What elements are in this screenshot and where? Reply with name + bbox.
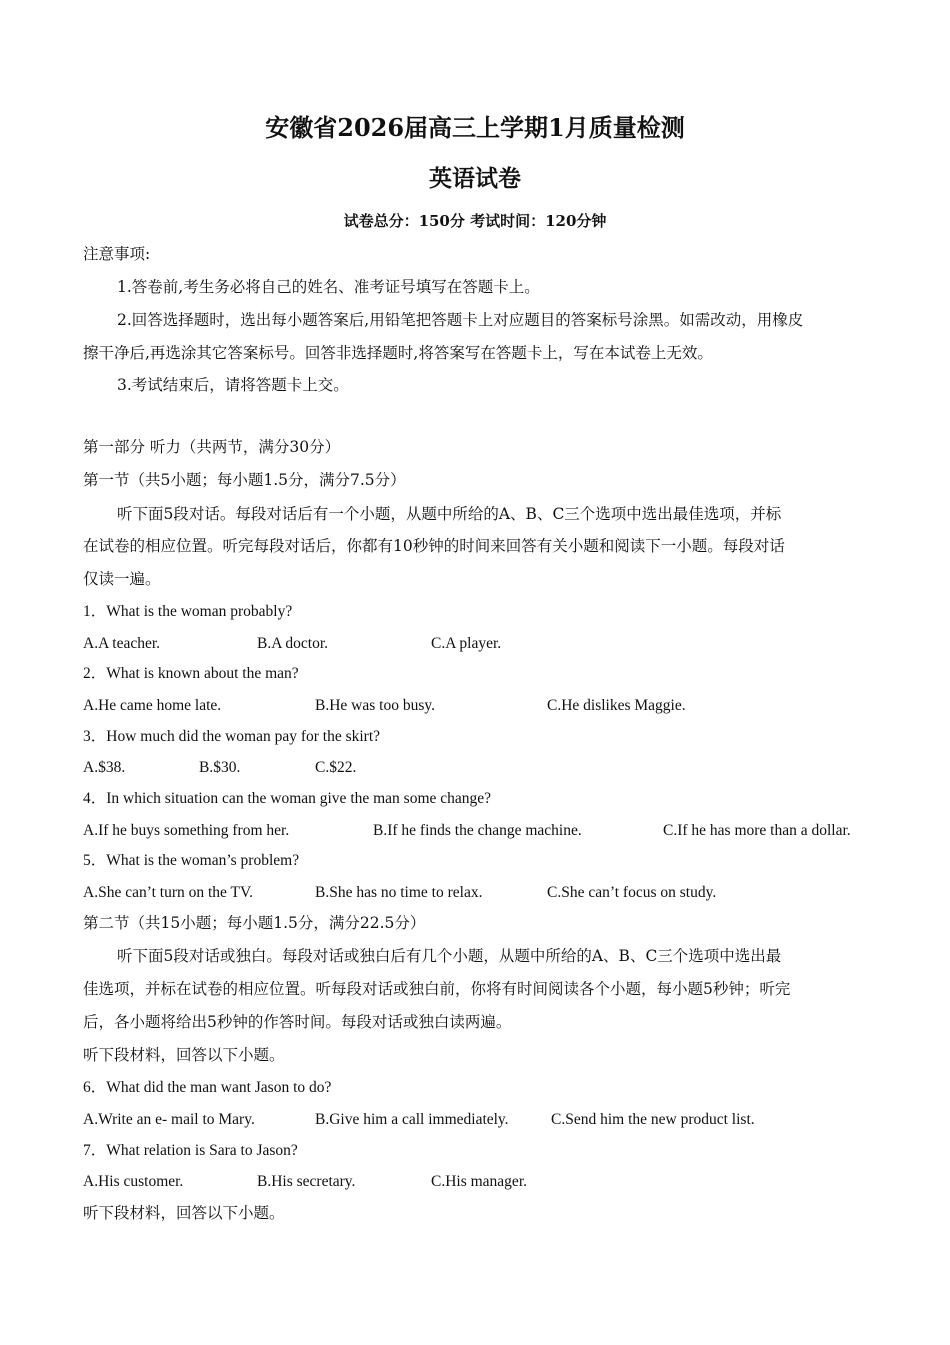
question-3-stem: 3．How much did the woman pay for the skirt? — [83, 728, 381, 745]
note-1: 1.答卷前,考生务必将自己的姓名、准考证号填写在答题卡上。 — [117, 278, 540, 296]
notes-heading: 注意事项: — [83, 245, 151, 263]
question-4-option-a: A.If he buys something from her. — [83, 822, 290, 839]
listen-prompt-2: 听下段材料，回答以下小题。 — [83, 1204, 285, 1222]
question-7-option-a: A.His customer. — [83, 1173, 184, 1190]
section1-instructions-2: 在试卷的相应位置。听完每段对话后，你都有10秒钟的时间来回答有关小题和阅读下一小题。每段对话 — [83, 537, 785, 555]
question-5-stem: 5．What is the woman’s problem? — [83, 852, 300, 869]
question-6-option-a: A.Write an e- mail to Mary. — [83, 1111, 255, 1128]
subject-title: 英语试卷 — [429, 165, 521, 192]
question-5-option-a: A.She can’t turn on the TV. — [83, 884, 254, 901]
question-6-option-c: C.Send him the new product list. — [551, 1111, 755, 1128]
question-4-option-b: B.If he finds the change machine. — [373, 822, 582, 839]
question-2-option-a: A.He came home late. — [83, 697, 222, 714]
question-2-option-c: C.He dislikes Maggie. — [547, 697, 686, 714]
question-6-stem: 6．What did the man want Jason to do? — [83, 1079, 332, 1096]
exam-title: 安徽省2026届高三上学期1月质量检测 — [265, 113, 685, 142]
section2-instructions-3: 后，各小题将给出5秒钟的作答时间。每段对话或独白读两遍。 — [83, 1013, 512, 1031]
question-5-option-b: B.She has no time to relax. — [315, 884, 483, 901]
question-1-option-a: A.A teacher. — [83, 635, 161, 652]
question-7-stem: 7．What relation is Sara to Jason? — [83, 1142, 298, 1159]
note-3: 3.考试结束后，请将答题卡上交。 — [117, 376, 349, 394]
question-1-option-b: B.A doctor. — [257, 635, 329, 652]
part1-heading: 第一部分 听力（共两节，满分30分） — [83, 438, 341, 456]
question-4-option-c: C.If he has more than a dollar. — [663, 822, 851, 839]
note-2-line-2: 擦干净后,再选涂其它答案标号。回答非选择题时,将答案写在答题卡上，写在本试卷上无效。 — [83, 344, 713, 362]
question-5-option-c: C.She can’t focus on study. — [547, 884, 717, 901]
question-2-option-b: B.He was too busy. — [315, 697, 435, 714]
section2-heading: 第二节（共15小题；每小题1.5分，满分22.5分） — [83, 914, 426, 932]
section1-heading: 第一节（共5小题；每小题1.5分，满分7.5分） — [83, 471, 406, 489]
question-3-option-c: C.$22. — [315, 759, 357, 776]
section1-instructions-1: 听下面5段对话。每段对话后有一个小题，从题中所给的A、B、C三个选项中选出最佳选项，并标 — [117, 505, 782, 523]
question-7-option-b: B.His secretary. — [257, 1173, 356, 1190]
question-2-stem: 2．What is known about the man? — [83, 665, 299, 682]
exam-meta: 试卷总分：150分 考试时间：120分钟 — [343, 212, 607, 230]
question-3-option-b: B.$30. — [199, 759, 241, 776]
section2-instructions-2: 佳选项，并标在试卷的相应位置。听每段对话或独白前，你将有时间阅读各个小题，每小题5秒钟；听完 — [83, 980, 791, 998]
question-4-stem: 4．In which situation can the woman give the man some change? — [83, 790, 492, 807]
question-7-option-c: C.His manager. — [431, 1173, 527, 1190]
question-1-stem: 1．What is the woman probably? — [83, 603, 293, 620]
question-3-option-a: A.$38. — [83, 759, 126, 776]
question-1-option-c: C.A player. — [431, 635, 502, 652]
question-6-option-b: B.Give him a call immediately. — [315, 1111, 509, 1128]
listen-prompt-1: 听下段材料，回答以下小题。 — [83, 1046, 285, 1064]
section1-instructions-3: 仅读一遍。 — [83, 570, 161, 588]
note-2-line-1: 2.回答选择题时，选出每小题答案后,用铅笔把答题卡上对应题目的答案标号涂黑。如需改动，用橡皮 — [117, 311, 804, 329]
section2-instructions-1: 听下面5段对话或独白。每段对话或独白后有几个小题，从题中所给的A、B、C三个选项中选出最 — [117, 947, 782, 965]
